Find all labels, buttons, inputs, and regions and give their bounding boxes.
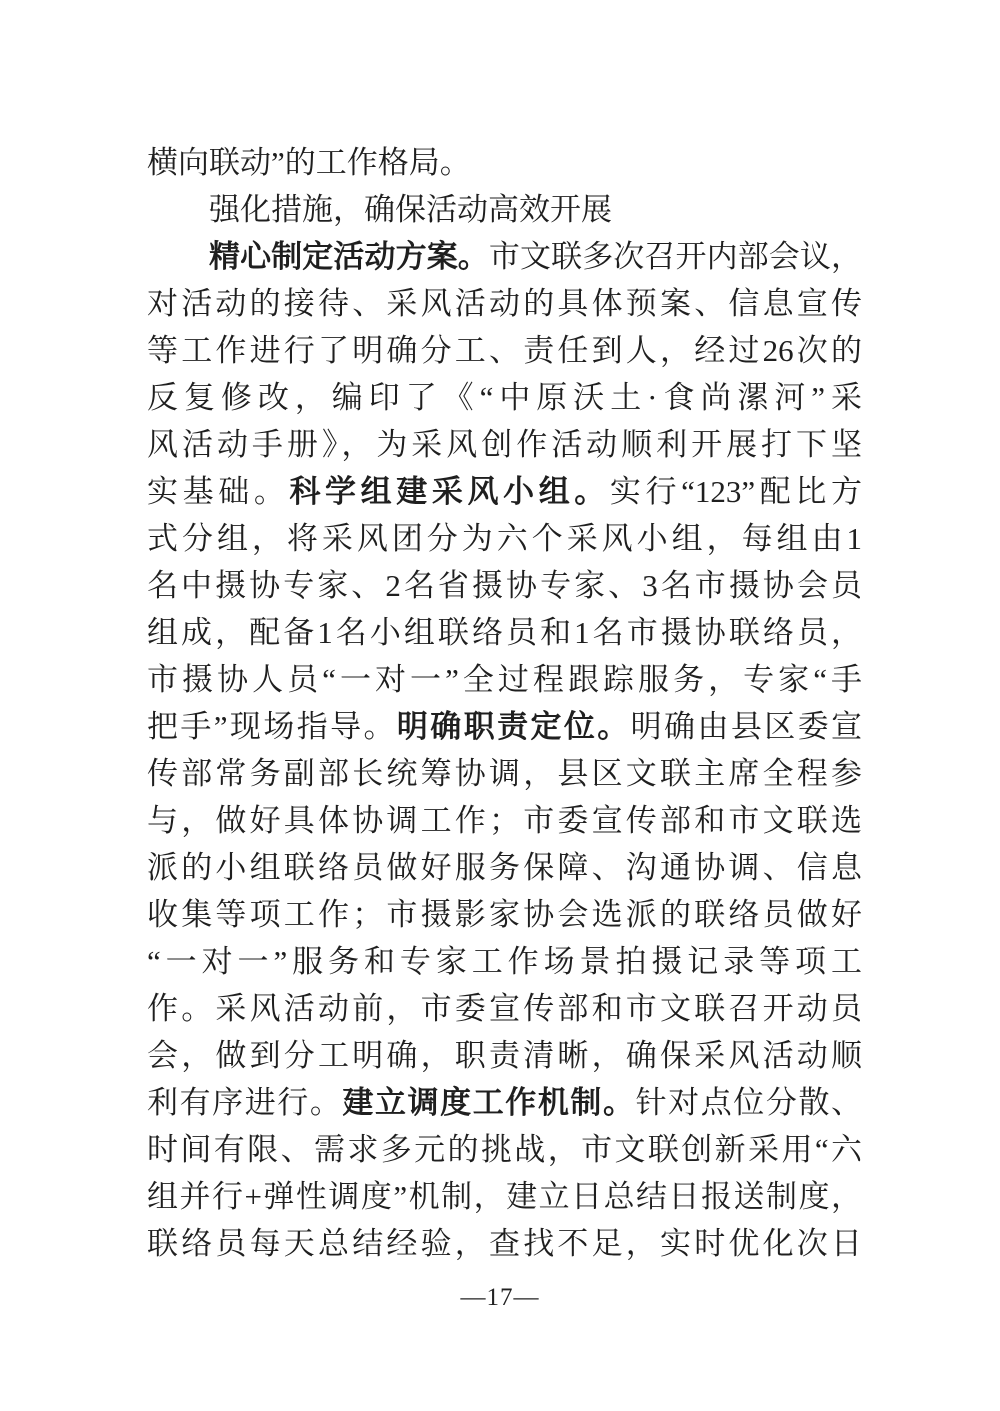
text-line	[147, 562, 862, 609]
text-line	[147, 468, 862, 515]
text-run: 针对点位分散、	[635, 1085, 863, 1120]
text-line	[147, 374, 862, 421]
text-line	[147, 1079, 862, 1126]
text-run: 对活动的接待、采风活动的具体预案、信息宣传	[147, 286, 862, 321]
text-run: 等工作进行了明确分工、责任到人，经过26次的	[147, 333, 862, 368]
text-run: 反复修改，编印了《“中原沃土·食尚漯河”采	[147, 380, 862, 415]
text-run: 名中摄协专家、2名省摄协专家、3名市摄协会员	[147, 568, 862, 603]
text-line	[147, 844, 862, 891]
text-run: 市摄协人员“一对一”全过程跟踪服务，专家“手	[147, 662, 862, 697]
text-line	[147, 938, 862, 985]
text-line	[147, 703, 862, 750]
text-line	[147, 139, 862, 186]
text-run: 风活动手册》，为采风创作活动顺利开展打下坚	[147, 427, 862, 462]
text-run: 明确由县区委宣	[630, 709, 863, 744]
text-run: 派的小组联络员做好服务保障、沟通协调、信息	[147, 850, 862, 885]
bold-run: 科学组建采风小组。	[289, 474, 610, 509]
document-body	[147, 139, 862, 1267]
text-line	[147, 609, 862, 656]
text-run: 收集等项工作；市摄影家协会选派的联络员做好	[147, 897, 862, 932]
text-line	[147, 891, 862, 938]
text-line	[147, 421, 862, 468]
text-line	[147, 1173, 862, 1220]
bold-run: 明确职责定位。	[396, 709, 631, 744]
text-line	[147, 797, 862, 844]
text-run: 组成，配备1名小组联络员和1名市摄协联络员，	[147, 615, 862, 650]
text-run: 实基础。	[147, 474, 290, 509]
bold-run: 建立调度工作机制。	[342, 1085, 636, 1120]
page-number: —17—	[460, 1284, 540, 1311]
text-run: 式分组，将采风团分为六个采风小组，每组由1	[147, 521, 862, 556]
text-run: 传部常务副部长统筹协调，县区文联主席全程参	[147, 756, 862, 791]
text-line	[147, 750, 862, 797]
text-line	[147, 656, 862, 703]
text-line	[147, 1220, 862, 1267]
text-run: 作。采风活动前，市委宣传部和市文联召开动员	[147, 991, 862, 1026]
text-run: 会，做到分工明确，职责清晰，确保采风活动顺	[147, 1038, 862, 1073]
text-line	[147, 327, 862, 374]
text-line	[147, 985, 862, 1032]
text-run: 与，做好具体协调工作；市委宣传部和市文联选	[147, 803, 862, 838]
text-line	[147, 1126, 862, 1173]
text-run: 联络员每天总结经验，查找不足，实时优化次日	[147, 1226, 862, 1261]
text-run: 强化措施，确保活动高效开展	[209, 192, 612, 227]
text-run: 实行“123”配比方	[609, 474, 862, 509]
text-line	[147, 1032, 862, 1079]
text-run: 市文联多次召开内部会议，	[488, 239, 863, 274]
text-line	[147, 233, 862, 280]
text-run: 组并行+弹性调度”机制，建立日总结日报送制度，	[147, 1179, 862, 1214]
text-run: 时间有限、需求多元的挑战，市文联创新采用“六	[147, 1132, 862, 1167]
bold-run: 精心制定活动方案。	[209, 239, 489, 274]
text-run: “一对一”服务和专家工作场景拍摄记录等项工	[147, 944, 862, 979]
text-line	[147, 515, 862, 562]
text-run: 利有序进行。	[147, 1085, 343, 1120]
section-heading	[147, 186, 862, 233]
text-run: 把手”现场指导。	[147, 709, 397, 744]
text-line	[147, 280, 862, 327]
text-run: 横向联动”的工作格局。	[147, 145, 471, 180]
